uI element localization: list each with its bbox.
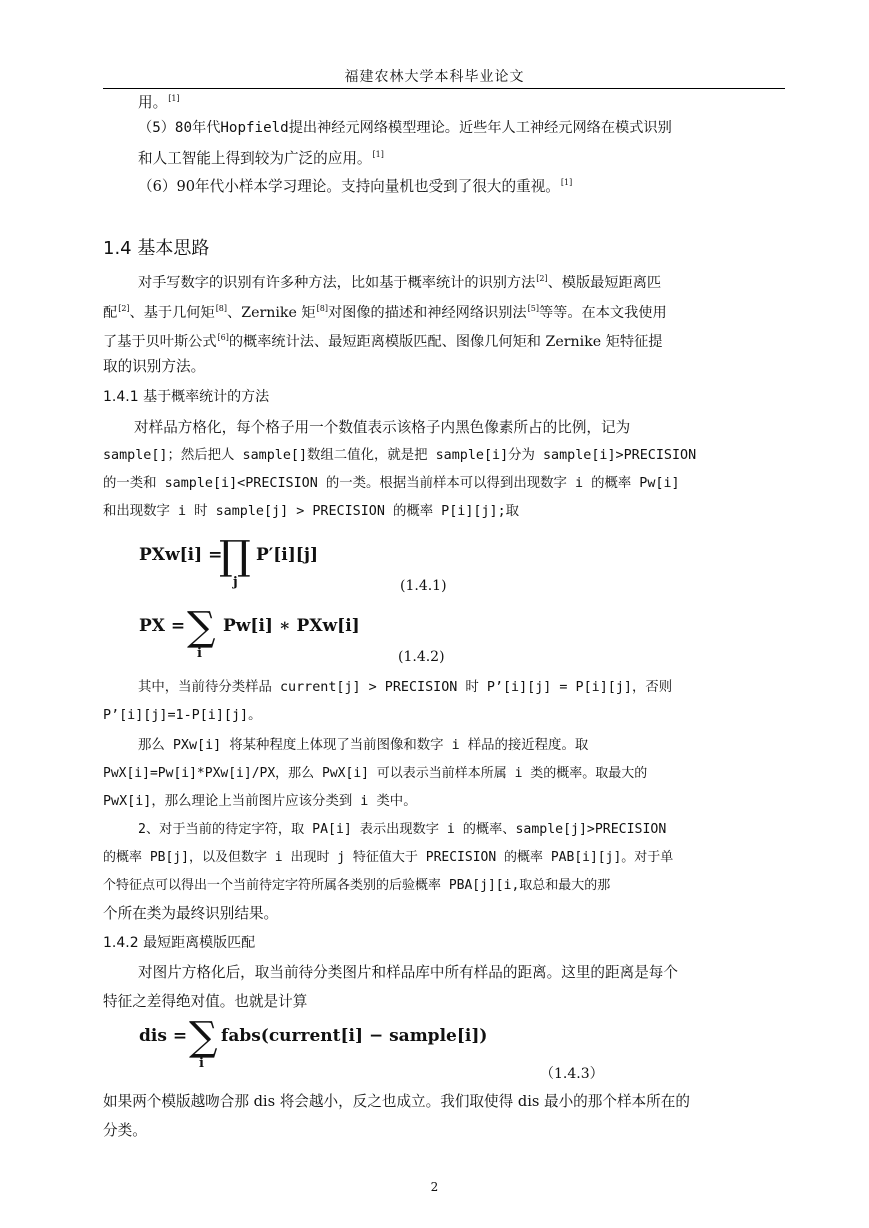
paragraph-line: 个所在类为最终识别结果。 xyxy=(103,905,279,922)
paragraph-line: 那么 PXw[i] 将某种程度上体现了当前图像和数字 i 样品的接近程度。取 xyxy=(138,738,589,753)
paragraph-line: sample[]；然后把人 sample[]数组二值化，就是把 sample[i]分为 sample[i]>PRECISION xyxy=(103,448,697,463)
citation: [2] xyxy=(118,304,130,313)
operator-subscript: i xyxy=(197,646,202,661)
text: 、基于几何矩 xyxy=(129,305,215,321)
text: 、Zernike 矩 xyxy=(227,305,316,321)
equation-lhs: dis = xyxy=(139,1026,188,1046)
paragraph-line: 特征之差得绝对值。也就是计算 xyxy=(103,993,308,1010)
equation-rhs: Pw[i] ∗ PXw[i] xyxy=(223,616,360,636)
list-item-5: （5）80年代Hopfield提出神经元网络模型理论。近些年人工神经元网络在模式识别 xyxy=(138,120,672,136)
operator-subscript: j xyxy=(233,575,238,590)
citation: [2] xyxy=(536,274,548,283)
paragraph-line xyxy=(103,327,785,353)
section-heading-1-4: 1.4 基本思路 xyxy=(103,238,210,259)
text: （6）90年代小样本学习理论。支持向量机也受到了很大的重视。 xyxy=(138,178,560,195)
paragraph-line: P’[i][j]=1-P[i][j]。 xyxy=(103,708,262,723)
text: 用。 xyxy=(138,94,168,111)
citation: [6] xyxy=(217,333,229,342)
paragraph-line xyxy=(138,268,785,294)
running-header: 福建农林大学本科毕业论文 xyxy=(344,69,525,85)
section-heading-1-4-2: 1.4.2 最短距离模版匹配 xyxy=(103,935,256,951)
text: 对手写数字的识别有许多种方法，比如基于概率统计的识别方法 xyxy=(138,275,536,291)
citation: [8] xyxy=(215,304,228,313)
sum-operator: ∑ xyxy=(187,604,216,650)
text: 和人工智能上得到较为广泛的应用。 xyxy=(138,150,372,167)
paragraph-line: 的概率 PB[j]，以及但数字 i 出现时 j 特征值大于 PRECISION 的概率 PAB[i][j]。对于单 xyxy=(103,850,674,865)
text: 等等。在本文我使用 xyxy=(538,305,667,321)
sum-operator: ∑ xyxy=(189,1014,218,1060)
text: 的概率统计法、最短距离模版匹配、图像几何矩和 Zernike 矩特征提 xyxy=(228,334,663,350)
equation-number: (1.4.1) xyxy=(400,578,447,594)
section-heading-1-4-1: 1.4.1 基于概率统计的方法 xyxy=(103,389,270,405)
paragraph-line: PwX[i]，那么理论上当前图片应该分类到 i 类中。 xyxy=(103,794,417,809)
equation-rhs: P′[i][j] xyxy=(256,545,319,565)
citation: [8] xyxy=(316,304,328,313)
paragraph-line: 2、对于当前的待定字符，取 PA[i] 表示出现数字 i 的概率、sample[j]>PRECISION xyxy=(138,822,667,837)
paragraph-line: 取的识别方法。 xyxy=(103,358,206,375)
paragraph-line: 对样品方格化，每个格子用一个数值表示该格子内黑色像素所占的比例，记为 xyxy=(134,419,631,436)
paragraph-line: 个特征点可以得出一个当前待定字符所属各类别的后验概率 PBA[j][i,取总和最大的那 xyxy=(103,878,611,893)
operator-subscript: i xyxy=(199,1056,204,1071)
text: 对图像的描述和神经网络识别法 xyxy=(327,305,527,321)
equation-lhs: PX = xyxy=(139,616,186,636)
paragraph-line xyxy=(103,298,785,324)
paragraph-line: PwX[i]=Pw[i]*PXw[i]/PX，那么 PwX[i] 可以表示当前样本所属 i 类的概率。取最大的 xyxy=(103,766,648,781)
equation-rhs: fabs(current[i] − sample[i]) xyxy=(221,1026,488,1046)
citation: [5] xyxy=(527,304,539,313)
product-operator: ∏ xyxy=(219,533,251,579)
paragraph-line: 对图片方格化后，取当前待分类图片和样品库中所有样品的距离。这里的距离是每个 xyxy=(138,964,678,981)
paragraph-line: 的一类和 sample[i]<PRECISION 的一类。根据当前样本可以得到出现数字 i 的概率 Pw[i] xyxy=(103,476,680,491)
list-item-5-cont xyxy=(138,144,738,170)
citation: [1] xyxy=(560,178,573,187)
citation: [1] xyxy=(372,150,384,159)
equation-lhs: PXw[i] = xyxy=(139,545,223,565)
equation-number: (1.4.2) xyxy=(398,649,445,665)
paragraph-line: 其中，当前待分类样品 current[j] > PRECISION 时 P’[i][j] = P[i][j]，否则 xyxy=(138,680,673,695)
text: 了基于贝叶斯公式 xyxy=(103,334,217,350)
citation: [1] xyxy=(168,94,180,103)
equation-number: （1.4.3） xyxy=(540,1066,604,1082)
text: 、模版最短距离匹 xyxy=(547,275,662,291)
text: 配 xyxy=(103,305,118,321)
paragraph-line: 分类。 xyxy=(103,1122,147,1139)
page-number: 2 xyxy=(430,1180,439,1194)
paragraph-line: 如果两个模版越吻合那 dis 将会越小，反之也成立。我们取使得 dis 最小的那个样本所在的 xyxy=(103,1093,690,1110)
list-item-6 xyxy=(138,172,738,198)
list-item-4-tail xyxy=(138,88,738,114)
paragraph-line: 和出现数字 i 时 sample[j] > PRECISION 的概率 P[i][j];取 xyxy=(103,504,520,519)
